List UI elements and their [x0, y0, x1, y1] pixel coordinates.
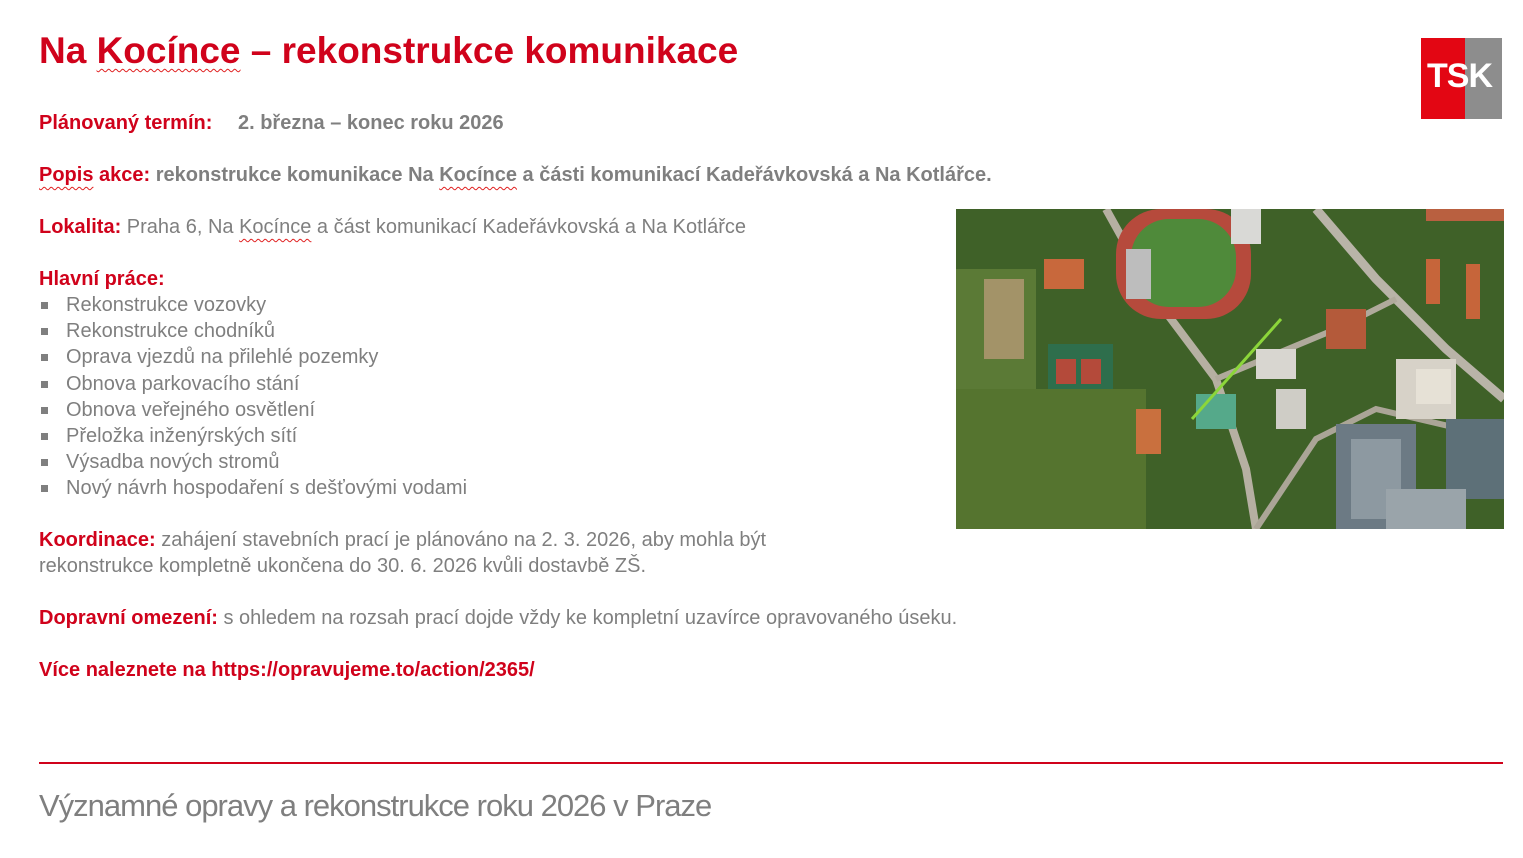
bullet-square-icon — [41, 459, 48, 466]
description-street-name: Kocínce — [439, 164, 517, 186]
list-item — [39, 292, 467, 318]
footer-text: Významné opravy a rekonstrukce roku 2026 v Praze — [39, 788, 712, 823]
list-item-text: Rekonstrukce chodníků — [66, 320, 276, 343]
traffic-row — [39, 607, 957, 630]
description-label-word: Popis — [39, 164, 94, 186]
tsk-logo — [1421, 38, 1502, 119]
logo-text: TSK — [1427, 57, 1492, 95]
list-item — [39, 371, 467, 397]
list-item — [39, 344, 467, 370]
list-item-text: Nový návrh hospodaření s dešťovými vodami — [66, 477, 468, 500]
list-item-text: Oprava vjezdů na přilehlé pozemky — [66, 346, 379, 369]
list-item — [39, 397, 467, 423]
term-value: 2. března – konec roku 2026 — [237, 112, 504, 134]
description-row — [39, 164, 992, 187]
bullet-square-icon — [41, 381, 48, 388]
bullet-square-icon — [41, 354, 48, 361]
traffic-value: s ohledem na rozsah prací dojde vždy ke kompletní uzavírce opravovaného úseku. — [217, 607, 958, 629]
main-works-label: Hlavní práce: — [39, 268, 165, 290]
bullet-square-icon — [41, 485, 48, 492]
coordination-line2: rekonstrukce kompletně ukončena do 30. 6. 2026 kvůli dostavbě ZŠ. — [39, 555, 647, 577]
list-item-text: Obnova parkovacího stání — [66, 372, 300, 395]
description-value-part2: a části komunikací Kadeřávkovská a Na Kotlářce. — [517, 164, 992, 186]
locality-value-part2: a část komunikací Kadeřávkovská a Na Kotlářce — [311, 216, 747, 238]
list-item-text: Výsadba nových stromů — [66, 451, 280, 474]
main-works-list — [39, 292, 467, 502]
title-street-name: Kocínce — [96, 30, 241, 71]
description-value-part1: rekonstrukce komunikace Na — [150, 164, 440, 186]
coordination-label: Koordinace: — [39, 529, 156, 551]
aerial-map-image — [956, 209, 1504, 529]
bullet-square-icon — [41, 328, 48, 335]
coordination-text-1: zahájení stavebních prací je plánováno na 2. 3. 2026, aby mohla být — [155, 529, 767, 551]
bullet-square-icon — [41, 302, 48, 309]
locality-row — [39, 216, 746, 239]
page-title — [39, 30, 738, 72]
list-item — [39, 318, 467, 344]
bullet-square-icon — [41, 433, 48, 440]
traffic-label: Dopravní omezení: — [39, 607, 218, 629]
term-row — [39, 112, 504, 135]
coordination-line1 — [39, 529, 766, 552]
term-label: Plánovaný termín: — [39, 112, 213, 134]
list-item-text: Rekonstrukce vozovky — [66, 294, 267, 316]
footer-divider — [39, 762, 1503, 764]
list-item-text: Obnova veřejného osvětlení — [66, 398, 316, 421]
title-prefix: Na — [39, 30, 97, 71]
title-suffix: – rekonstrukce komunikace — [240, 30, 739, 71]
more-info-link[interactable]: Více naleznete na https://opravujeme.to/action/2365/ — [39, 659, 535, 681]
locality-street-name: Kocínce — [239, 216, 312, 238]
list-item-text: Přeložka inženýrských sítí — [66, 424, 298, 447]
list-item — [39, 423, 467, 449]
description-label-rest: akce: — [93, 164, 151, 186]
locality-label: Lokalita: — [39, 216, 122, 238]
list-item — [39, 449, 467, 475]
bullet-square-icon — [41, 407, 48, 414]
locality-value-part1: Praha 6, Na — [121, 216, 240, 238]
list-item — [39, 475, 467, 501]
